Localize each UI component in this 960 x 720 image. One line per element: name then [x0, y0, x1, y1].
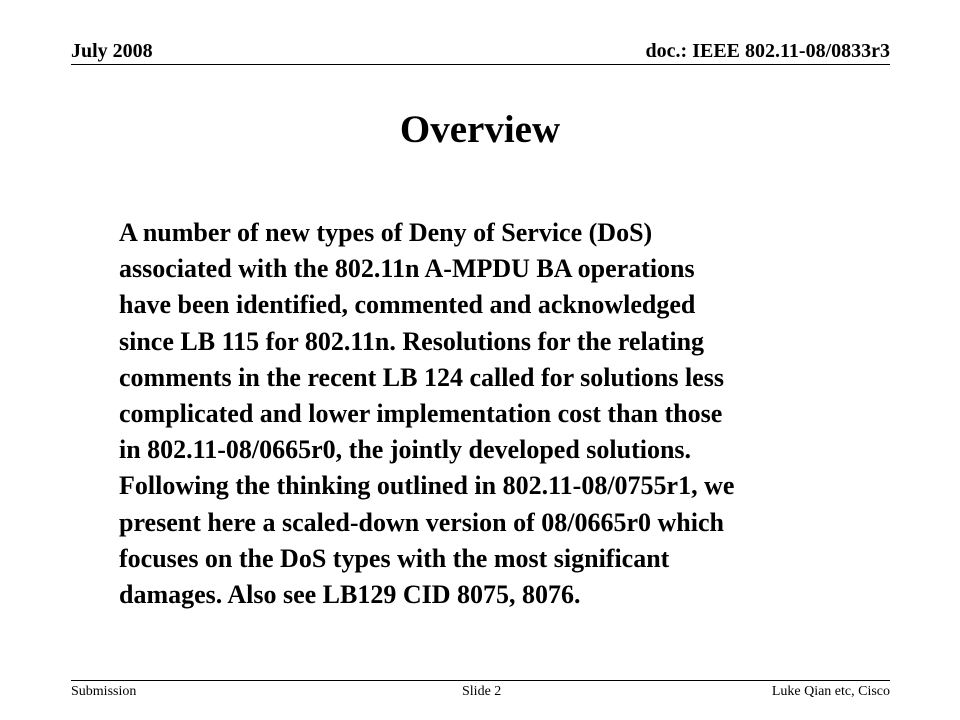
slide-body	[119, 215, 899, 613]
body-line: focuses on the DoS types with the most significant	[119, 543, 670, 573]
footer-divider	[71, 680, 890, 681]
footer-author: Luke Qian etc, Cisco	[771, 684, 890, 699]
body-line: have been identified, commented and acknowledged	[119, 290, 696, 320]
slide-header	[71, 38, 890, 64]
body-line: associated with the 802.11n A-MPDU BA operations	[119, 254, 695, 284]
body-line: complicated and lower implementation cost than those	[119, 399, 723, 429]
body-line: A number of new types of Deny of Service (DoS)	[119, 218, 653, 247]
body-line: in 802.11-08/0665r0, the jointly developed solutions.	[119, 435, 692, 465]
slide-footer	[71, 683, 890, 703]
body-line: damages. Also see LB129 CID 8075, 8076.	[119, 580, 581, 610]
header-doc-id: doc.: IEEE 802.11-08/0833r3	[645, 40, 890, 62]
body-line: since LB 115 for 802.11n. Resolutions for the relating	[119, 326, 705, 356]
header-date: July 2008	[71, 40, 153, 62]
slide-title: Overview	[399, 108, 561, 151]
footer-slide-number: Slide 2	[462, 684, 502, 699]
body-line: present here a scaled-down version of 08/0665r0 which	[119, 507, 724, 537]
body-line: Following the thinking outlined in 802.11-08/0755r1, we	[119, 471, 735, 501]
header-divider	[71, 64, 890, 65]
footer-submission: Submission	[71, 684, 137, 699]
body-line: comments in the recent LB 124 called for solutions less	[119, 362, 724, 392]
